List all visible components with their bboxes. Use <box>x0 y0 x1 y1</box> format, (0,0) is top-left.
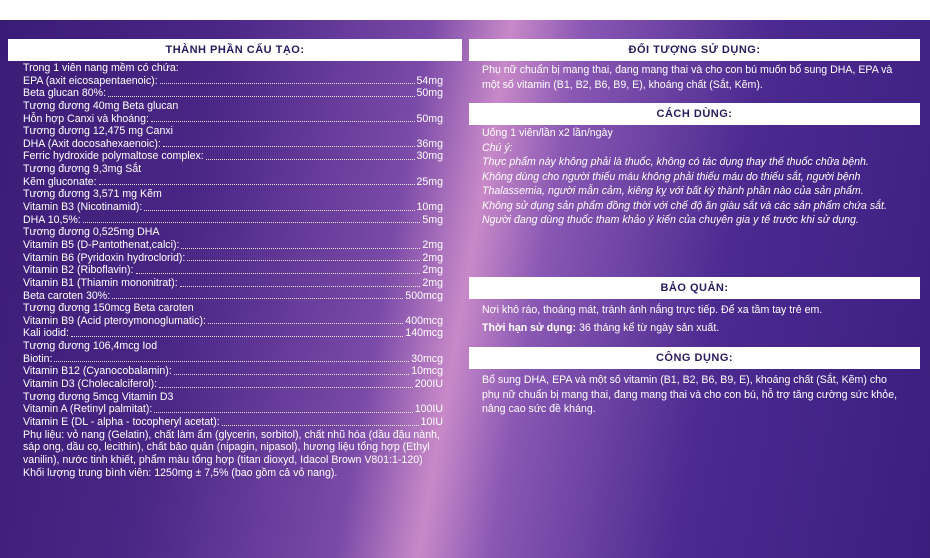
ingredient-name: Kẽm gluconate: <box>23 175 97 188</box>
dot-leader <box>222 416 419 426</box>
ingredient-name: DHA 10,5%: <box>23 213 81 226</box>
ingredient-name: Biotin: <box>23 352 53 365</box>
ingredient-name: Vitamin B2 (Riboflavin): <box>23 264 134 277</box>
ingredient-amount: 200IU <box>414 378 443 391</box>
ingredient-row <box>23 315 443 328</box>
usage-note: Người đang dùng thuốc tham khảo ý kiến của chuyên gia y tế trước khi sử dụng. <box>482 214 859 226</box>
usage-dose: Uống 1 viên/lần x2 lần/ngày <box>482 127 613 139</box>
ingredient-row <box>23 87 443 100</box>
ingredient-name: Vitamin E (DL - alpha - tocopheryl acetat): <box>23 415 220 428</box>
ingredient-row <box>23 327 443 340</box>
ingredient-amount: 30mcg <box>411 352 443 365</box>
ingredient-row <box>23 365 443 378</box>
composition-rows <box>23 75 443 429</box>
ingredient-row <box>23 290 443 303</box>
composition-equivalent: Tương đương 0,525mg DHA <box>23 226 160 239</box>
storage-header: BẢO QUẢN: <box>469 277 920 299</box>
usage-note: Không dùng cho người thiếu máu không phải thiếu máu do thiếu sắt, người bệnh Thalassemia, người mẫn cảm, kiêng kỵ với bất kỳ thành phần nào của sản phẩm. <box>482 170 864 197</box>
dot-leader <box>71 327 403 337</box>
ingredient-amount: 25mg <box>416 175 443 188</box>
storage-block <box>482 301 907 337</box>
composition-equivalent: Tương đương 3,571 mg Kẽm <box>23 188 162 201</box>
ingredient-row <box>23 150 443 163</box>
excipients-text: Phụ liệu: vỏ nang (Gelatin), chất làm ẩm (glycerin, sorbitol), chất nhũ hóa (dầu đậu nành, sáp ong, dầu cọ, lecithin), chất bảo quản (nipagin, nipasol), hương liệu tổng hợp (Ethyl vanilin), nước tinh khiết, phẩm màu tổng hợp (titan dioxyd, Idacol Brown V801:1-120) <box>23 428 440 466</box>
dot-leader <box>99 176 415 186</box>
dot-leader <box>181 239 420 249</box>
composition-equivalent: Tương đương 9,3mg Sắt <box>23 163 142 176</box>
effects-text: Bổ sung DHA, EPA và một số vitamin (B1, B2, B6, B9, E), khoáng chất (Sắt, Kẽm) cho phụ nữ chuẩn bị mang thai, đang mang thai và cho con bú, hỗ trợ tăng cường sức khỏe, nâng cao sức đề kháng. <box>482 374 898 415</box>
ingredient-amount: 36mg <box>416 137 443 150</box>
usage-note: Không sử dụng sản phẩm đồng thời với chế độ ăn giàu sắt và các sản phẩm chứa sắt. <box>482 199 887 212</box>
ingredient-name: Vitamin B9 (Acid pteroymonoglumatic): <box>23 314 206 327</box>
ingredient-amount: 400mcg <box>405 314 443 327</box>
ingredient-name: Vitamin A (Retinyl palmitat): <box>23 403 153 416</box>
dot-leader <box>160 75 415 85</box>
ingredient-row <box>23 75 443 88</box>
effects-header: CÔNG DỤNG: <box>469 347 920 369</box>
composition-equivalent: Tương đương 106,4mcg Iod <box>23 340 158 353</box>
ingredient-amount: 2mg <box>422 251 443 264</box>
shelf-life-label: Thời hạn sử dụng: <box>482 322 577 334</box>
ingredient-amount: 2mg <box>422 264 443 277</box>
ingredient-name: EPA (axit eicosapentaenoic): <box>23 74 158 87</box>
ingredient-amount: 5mg <box>422 213 443 226</box>
usage-header: CÁCH DÙNG: <box>469 103 920 125</box>
ingredient-amount: 50mg <box>416 87 443 100</box>
ingredient-amount: 2mg <box>422 238 443 251</box>
ingredient-name: Beta caroten 30%: <box>23 289 111 302</box>
composition-header: THÀNH PHẦN CẤU TẠO: <box>8 39 462 61</box>
ingredient-row <box>23 403 443 416</box>
ingredient-name: Vitamin B3 (Nicotinamid): <box>23 201 143 214</box>
ingredient-row <box>23 214 443 227</box>
ingredient-name: Vitamin D3 (Cholecalciferol): <box>23 378 158 391</box>
ingredient-amount: 54mg <box>416 74 443 87</box>
ingredient-row <box>23 353 443 366</box>
composition-equivalent: Tương đương 150mcg Beta caroten <box>23 302 194 315</box>
ingredient-name: Kali iodid: <box>23 327 69 340</box>
ingredient-row <box>23 378 443 391</box>
ingredient-row <box>23 176 443 189</box>
dot-leader <box>163 138 415 148</box>
ingredient-name: Vitamin B1 (Thiamin mononitrat): <box>23 276 178 289</box>
ingredient-name: Beta glucan 80%: <box>23 87 107 100</box>
dot-leader <box>136 264 421 274</box>
ingredient-amount: 500mcg <box>405 289 443 302</box>
dot-leader <box>83 214 421 224</box>
ingredient-row <box>23 277 443 290</box>
storage-text: Nơi khô ráo, thoáng mát, tránh ánh nắng trực tiếp. Để xa tầm tay trẻ em. <box>482 304 823 316</box>
dot-leader <box>54 353 409 363</box>
average-weight-text: Khối lượng trung bình viên: 1250mg ± 7,5% (bao gồm cả vỏ nang). <box>23 466 338 479</box>
ingredient-row <box>23 113 443 126</box>
dot-leader <box>174 365 409 375</box>
dot-leader <box>206 150 415 160</box>
dot-leader <box>112 290 403 300</box>
dot-leader <box>187 252 420 262</box>
dot-leader <box>180 277 421 287</box>
ingredient-name: Vitamin B6 (Pyridoxin hydroclorid): <box>23 251 186 264</box>
composition-list <box>23 62 443 479</box>
ingredient-amount: 30mg <box>416 150 443 163</box>
dot-leader <box>154 403 412 413</box>
usage-block <box>482 126 907 228</box>
target-header: ĐỐI TƯỢNG SỬ DỤNG: <box>469 39 920 61</box>
dot-leader <box>108 87 414 97</box>
shelf-life <box>482 319 907 337</box>
ingredient-amount: 10mg <box>416 201 443 214</box>
usage-note: Thực phẩm này không phải là thuốc, không có tác dụng thay thế thuốc chữa bệnh. <box>482 156 869 168</box>
dot-leader <box>151 113 415 123</box>
ingredient-row <box>23 252 443 265</box>
composition-intro: Trong 1 viên nang mềm có chứa: <box>23 62 179 74</box>
ingredient-row <box>23 138 443 151</box>
dot-leader <box>144 201 414 211</box>
target-text: Phụ nữ chuẩn bị mang thai, đang mang thai và cho con bú muốn bổ sung DHA, EPA và một số vitamin (B1, B2, B6, B9, E), khoáng chất (Sắt, Kẽm). <box>482 64 893 91</box>
composition-equivalent: Tương đương 5mcg Vitamin D3 <box>23 390 174 403</box>
ingredient-name: Hỗn hợp Canxi và khoáng: <box>23 112 149 125</box>
ingredient-row <box>23 239 443 252</box>
ingredient-name: Ferric hydroxide polymaltose complex: <box>23 150 204 163</box>
ingredient-amount: 10IU <box>420 415 443 428</box>
ingredient-amount: 140mcg <box>405 327 443 340</box>
composition-equivalent: Tương đương 12,475 mg Canxi <box>23 125 173 138</box>
ingredient-amount: 50mg <box>416 112 443 125</box>
ingredient-name: Vitamin B5 (D-Pantothenat,calci): <box>23 238 180 251</box>
ingredient-row <box>23 201 443 214</box>
ingredient-amount: 2mg <box>422 276 443 289</box>
ingredient-amount: 100IU <box>414 403 443 416</box>
ingredient-row <box>23 264 443 277</box>
ingredient-name: Vitamin B12 (Cyanocobalamin): <box>23 365 172 378</box>
composition-equivalent: Tương đương 40mg Beta glucan <box>23 99 179 112</box>
dot-leader <box>159 378 413 388</box>
ingredient-row <box>23 416 443 429</box>
shelf-life-value: 36 tháng kể từ ngày sản xuất. <box>576 322 720 334</box>
ingredient-amount: 10mcg <box>411 365 443 378</box>
usage-note-title: Chú ý: <box>482 141 513 154</box>
ingredient-name: DHA (Axit docosahexaenoic): <box>23 137 161 150</box>
dot-leader <box>208 315 403 325</box>
